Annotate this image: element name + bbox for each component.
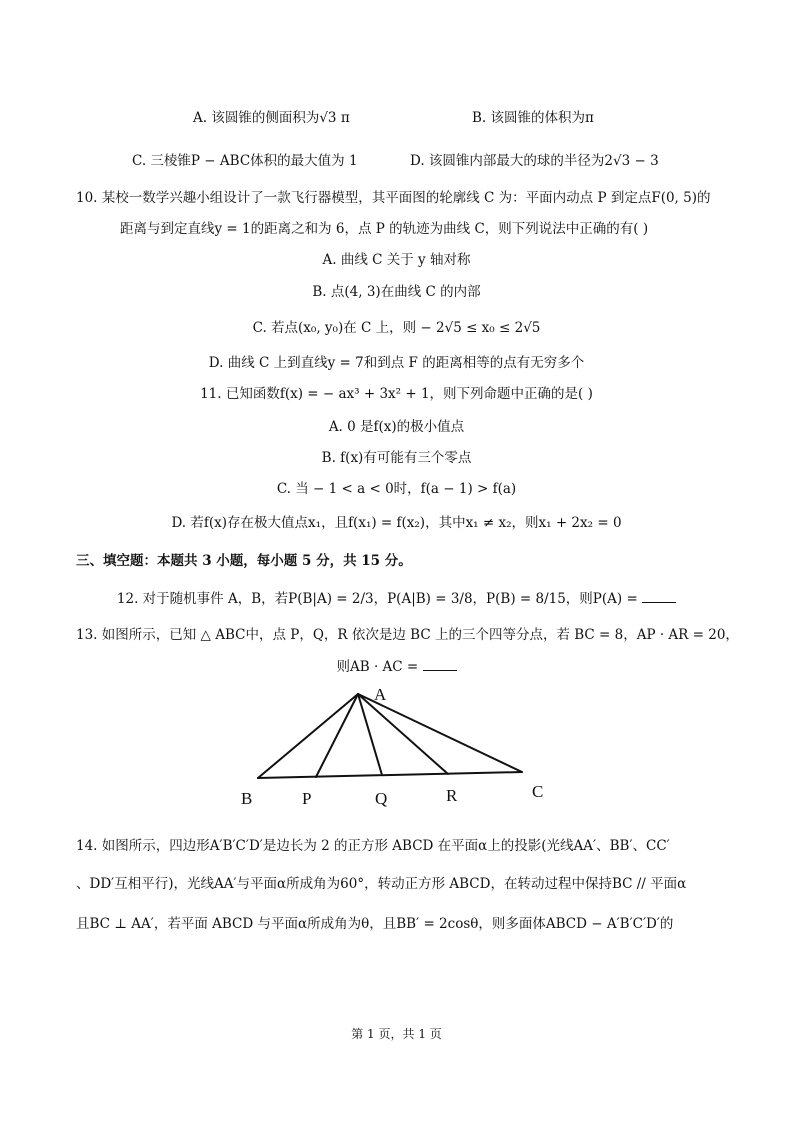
- q11-option-d: D. 若f(x)存在极大值点x₁，且f(x₁) = f(x₂)，其中x₁ ≠ x₂，则x₁ + 2x₂ = 0: [171, 515, 622, 531]
- segment-ac: [358, 694, 522, 772]
- q14-line2: 、DD′互相平行)，光线AA′与平面α所成角为60°，转动正方形 ABCD，在转动过程中保持BC // 平面α: [76, 876, 687, 892]
- label-q: Q: [375, 789, 388, 808]
- segment-aq: [358, 694, 382, 775]
- q13-stem-line2: [0, 656, 793, 677]
- q13-text: 则AB · AC =: [336, 659, 419, 675]
- q14-line3: 且BC ⊥ AA′，若平面 ABCD 与平面α所成角为θ，且BB′ = 2cosθ，则多面体ABCD − A′B′C′D′的: [76, 916, 674, 932]
- q12-stem: [0, 588, 793, 609]
- q10-option-a: A. 曲线 C 关于 y 轴对称: [322, 252, 471, 268]
- label-a: A: [374, 685, 387, 704]
- q13-answer-blank: [423, 656, 457, 671]
- q11-option-c: C. 当 − 1 < a < 0时，f(a − 1) > f(a): [276, 481, 517, 497]
- q9-option-a: A. 该圆锥的侧面积为√3 π: [193, 110, 350, 126]
- segment-bc: [258, 772, 522, 778]
- q11-option-b: B. f(x)有可能有三个零点: [321, 450, 472, 466]
- q10-stem-line1: 10. 某校一数学兴趣小组设计了一款飞行器模型，其平面图的轮廓线 C 为：平面内动点 P 到定点F(0, 5)的: [76, 190, 711, 206]
- q9-option-b: B. 该圆锥的体积为π: [472, 110, 594, 126]
- q10-option-c: C. 若点(x₀, y₀)在 C 上，则 − 2√5 ≤ x₀ ≤ 2√5: [252, 320, 541, 336]
- q11-option-a: A. 0 是f(x)的极小值点: [328, 419, 465, 435]
- segment-ar: [358, 694, 448, 774]
- label-r: R: [446, 786, 458, 805]
- q9-option-c: C. 三棱锥P − ABC体积的最大值为 1: [132, 153, 358, 169]
- q12-text: 12. 对于随机事件 A，B，若P(B|A) = 2/3，P(A|B) = 3/8，P(B) = 8/15，则P(A) =: [116, 591, 638, 607]
- label-p: P: [302, 789, 312, 808]
- label-c: C: [532, 782, 544, 801]
- q14-line1: 14. 如图所示，四边形A′B′C′D′是边长为 2 的正方形 ABCD 在平面α上的投影(光线AA′、BB′、CC′: [76, 838, 670, 854]
- section-three-heading: 三、填空题：本题共 3 小题，每小题 5 分，共 15 分。: [76, 553, 412, 569]
- page-footer: 第 1 页，共 1 页: [351, 1027, 442, 1041]
- q10-stem-line2: 距离与到定直线y = 1的距离之和为 6，点 P 的轨迹为曲线 C，则下列说法中正确的有( ): [120, 221, 649, 237]
- segment-ab: [258, 694, 358, 778]
- q13-stem-line1: 13. 如图所示，已知 △ ABC中，点 P，Q，R 依次是边 BC 上的三个四等分点，若 BC = 8，AP · AR = 20，: [76, 627, 739, 643]
- triangle-figure: [230, 682, 560, 810]
- segment-ap: [316, 694, 358, 777]
- q9-option-d: D. 该圆锥内部最大的球的半径为2√3 − 3: [410, 153, 659, 169]
- q10-option-b: B. 点(4, 3)在曲线 C 的内部: [312, 284, 481, 300]
- q12-answer-blank: [642, 588, 676, 603]
- q10-option-d: D. 曲线 C 上到直线y = 7和到点 F 的距离相等的点有无穷多个: [208, 355, 585, 371]
- q11-stem: 11. 已知函数f(x) = − ax³ + 3x² + 1，则下列命题中正确的是( ): [200, 386, 593, 402]
- label-b: B: [241, 789, 253, 808]
